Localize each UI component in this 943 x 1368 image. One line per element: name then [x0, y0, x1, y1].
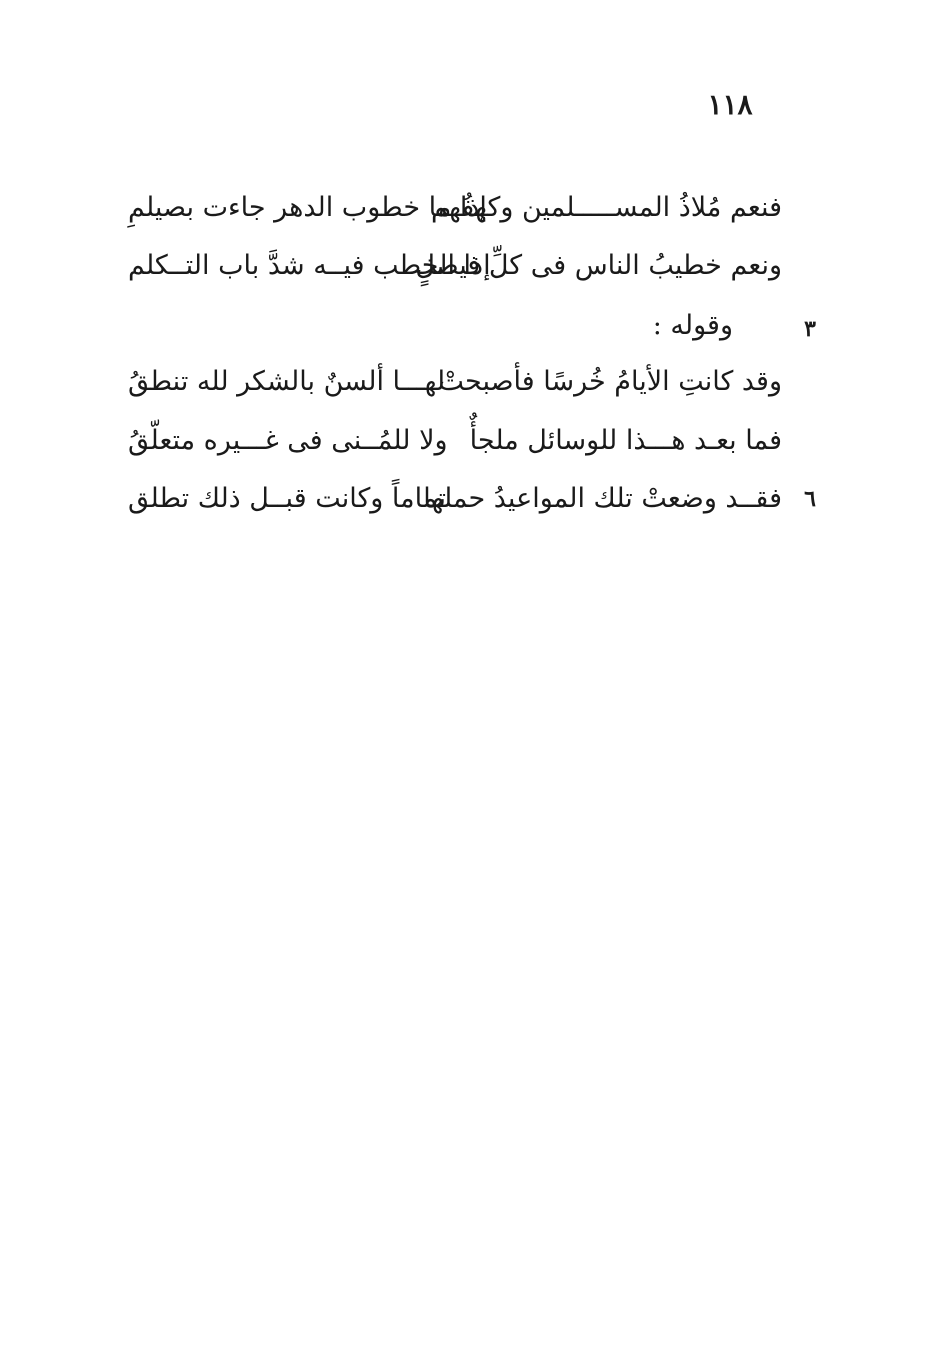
hemistich-first: فما بعـد هـــذا للوسائل ملجأٌ — [469, 425, 782, 456]
hemistich-first: ونعم خطيبُ الناس فى كلِّ فيصلٍ — [415, 250, 782, 281]
hemistich-second: إذا ما خطوب الدهر جاءت بصيلمِ — [128, 192, 487, 223]
verse-2 — [128, 241, 782, 291]
hemistich-second: لهـــا ألسنٌ بالشكر لله تنطقُ — [128, 366, 446, 397]
line-marker: ٦ — [804, 486, 816, 512]
hemistich-first: فنعم مُلاذُ المســـــلمين وكهفُهم — [430, 192, 782, 223]
verse-5 — [128, 474, 782, 524]
hemistich-first: وقد كانتِ الأيامُ خُرسًا فأصبحتْ — [438, 366, 782, 397]
hemistich-second: إذا الخطب فيــه شدَّ باب التــكلم — [128, 250, 491, 281]
line-marker: ٣ — [804, 316, 816, 342]
hemistich-second: تماماً وكانت قبــل ذلك تطلق — [128, 483, 446, 514]
verse-3 — [128, 357, 782, 407]
intro-text: وقوله : — [652, 310, 733, 341]
hemistich-first: فقــد وضعتْ تلك المواعيدُ حملها — [423, 483, 782, 514]
page-number: ١١٨ — [707, 88, 753, 121]
hemistich-second: ولا للمُــنى فى غـــيره متعلّقُ — [128, 425, 448, 456]
verse-1 — [128, 183, 782, 233]
verse-4 — [128, 416, 782, 466]
